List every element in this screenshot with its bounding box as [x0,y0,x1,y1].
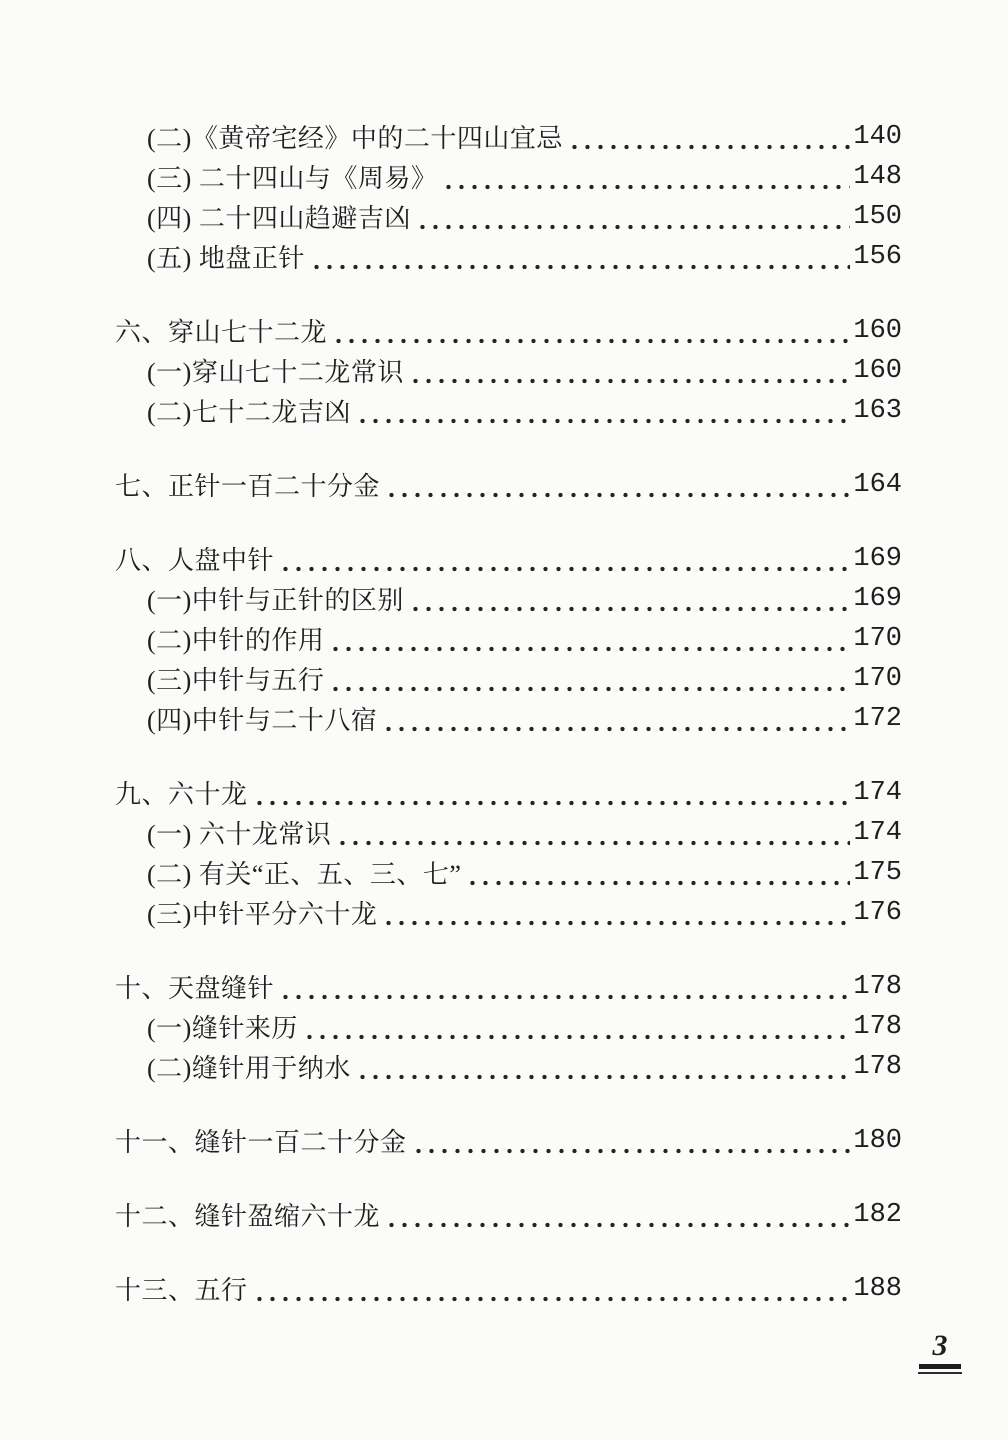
table-of-contents [115,118,902,1344]
toc-entry-page-number: 140 [853,122,902,152]
toc-entry [115,158,902,198]
dot-leader [329,646,850,652]
toc-entry [115,540,902,580]
dot-leader [466,880,850,886]
toc-entry-page-number: 160 [853,316,902,346]
dot-leader [332,338,850,344]
dot-leader [253,1296,851,1302]
toc-entry-page-number: 169 [853,584,902,614]
toc-entry [115,238,902,278]
toc-entry [115,1270,902,1310]
toc-entry-page-number: 174 [853,778,902,808]
toc-entry-title: (一)缝针来历 [147,1014,298,1043]
toc-entry-title: (五) 地盘正针 [147,244,305,273]
toc-entry-page-number: 174 [853,818,902,848]
toc-entry [115,968,902,1008]
toc-entry [115,118,902,158]
toc-group [115,1196,902,1236]
toc-entry-title: 六、穿山七十二龙 [115,318,328,347]
toc-entry [115,774,902,814]
toc-entry [115,392,902,432]
toc-entry-title: 七、正针一百二十分金 [115,472,381,501]
folio-rule-thick [919,1364,961,1369]
dot-leader [412,1148,851,1154]
dot-leader [253,800,851,806]
toc-entry [115,352,902,392]
toc-entry-page-number: 178 [853,972,902,1002]
dot-leader [279,994,850,1000]
toc-entry [115,894,902,934]
page-number: 3 [932,1329,948,1362]
toc-entry-page-number: 176 [853,898,902,928]
toc-entry-title: 九、六十龙 [115,780,248,809]
toc-entry-page-number: 160 [853,356,902,386]
dot-leader [279,566,850,572]
toc-entry [115,1122,902,1162]
toc-entry-title: (一) 六十龙常识 [147,820,332,849]
dot-leader [310,264,851,270]
toc-group [115,1122,902,1162]
toc-entry-page-number: 188 [853,1274,902,1304]
toc-group [115,118,902,278]
toc-entry [115,660,902,700]
toc-entry [115,814,902,854]
toc-group [115,1270,902,1310]
dot-leader [442,184,850,190]
toc-entry [115,620,902,660]
toc-entry [115,1196,902,1236]
toc-entry-title: 八、人盘中针 [115,546,275,575]
toc-entry [115,700,902,740]
toc-entry-title: (三) 二十四山与《周易》 [147,164,438,193]
toc-entry-page-number: 164 [853,470,902,500]
toc-group [115,540,902,740]
dot-leader [356,418,851,424]
toc-entry-page-number: 172 [853,704,902,734]
toc-entry [115,854,902,894]
toc-entry [115,312,902,352]
dot-leader [382,726,850,732]
folio-rule-thin [918,1372,962,1374]
toc-entry [115,198,902,238]
toc-entry [115,1008,902,1048]
dot-leader [409,606,851,612]
toc-entry-page-number: 169 [853,544,902,574]
toc-group [115,774,902,934]
dot-leader [329,686,850,692]
toc-entry [115,1048,902,1088]
dot-leader [416,224,851,230]
toc-entry-title: (一)中针与正针的区别 [147,586,404,615]
toc-entry-title: (三)中针平分六十龙 [147,900,378,929]
toc-entry-page-number: 170 [853,664,902,694]
toc-entry-title: (二) 有关“正、五、三、七” [147,860,462,889]
toc-entry-page-number: 182 [853,1200,902,1230]
dot-leader [303,1034,851,1040]
toc-entry-title: 十一、缝针一百二十分金 [115,1128,407,1157]
toc-entry-title: (一)穿山七十二龙常识 [147,358,404,387]
dot-leader [382,920,850,926]
dot-leader [409,378,851,384]
dot-leader [336,840,850,846]
toc-entry-title: (二)缝针用于纳水 [147,1054,351,1083]
toc-entry-page-number: 156 [853,242,902,272]
toc-entry-title: (三)中针与五行 [147,666,325,695]
dot-leader [385,1222,850,1228]
toc-entry-page-number: 170 [853,624,902,654]
toc-entry-title: (二)《黄帝宅经》中的二十四山宜忌 [147,124,563,153]
toc-entry-page-number: 163 [853,396,902,426]
toc-entry [115,466,902,506]
dot-leader [356,1074,851,1080]
toc-entry-page-number: 175 [853,858,902,888]
toc-entry-page-number: 148 [853,162,902,192]
page-footer [918,1330,962,1374]
toc-entry-page-number: 180 [853,1126,902,1156]
toc-entry-title: (二)七十二龙吉凶 [147,398,351,427]
toc-entry-title: (四)中针与二十八宿 [147,706,378,735]
toc-group [115,968,902,1088]
toc-entry-title: 十三、五行 [115,1276,248,1305]
toc-entry-page-number: 178 [853,1052,902,1082]
toc-entry-page-number: 178 [853,1012,902,1042]
toc-entry-title: (二)中针的作用 [147,626,325,655]
dot-leader [385,492,850,498]
toc-entry-page-number: 150 [853,202,902,232]
toc-entry-title: 十二、缝针盈缩六十龙 [115,1202,381,1231]
toc-group [115,466,902,506]
toc-entry [115,580,902,620]
dot-leader [568,144,851,150]
toc-entry-title: 十、天盘缝针 [115,974,275,1003]
toc-entry-title: (四) 二十四山趋避吉凶 [147,204,411,233]
toc-group [115,312,902,432]
